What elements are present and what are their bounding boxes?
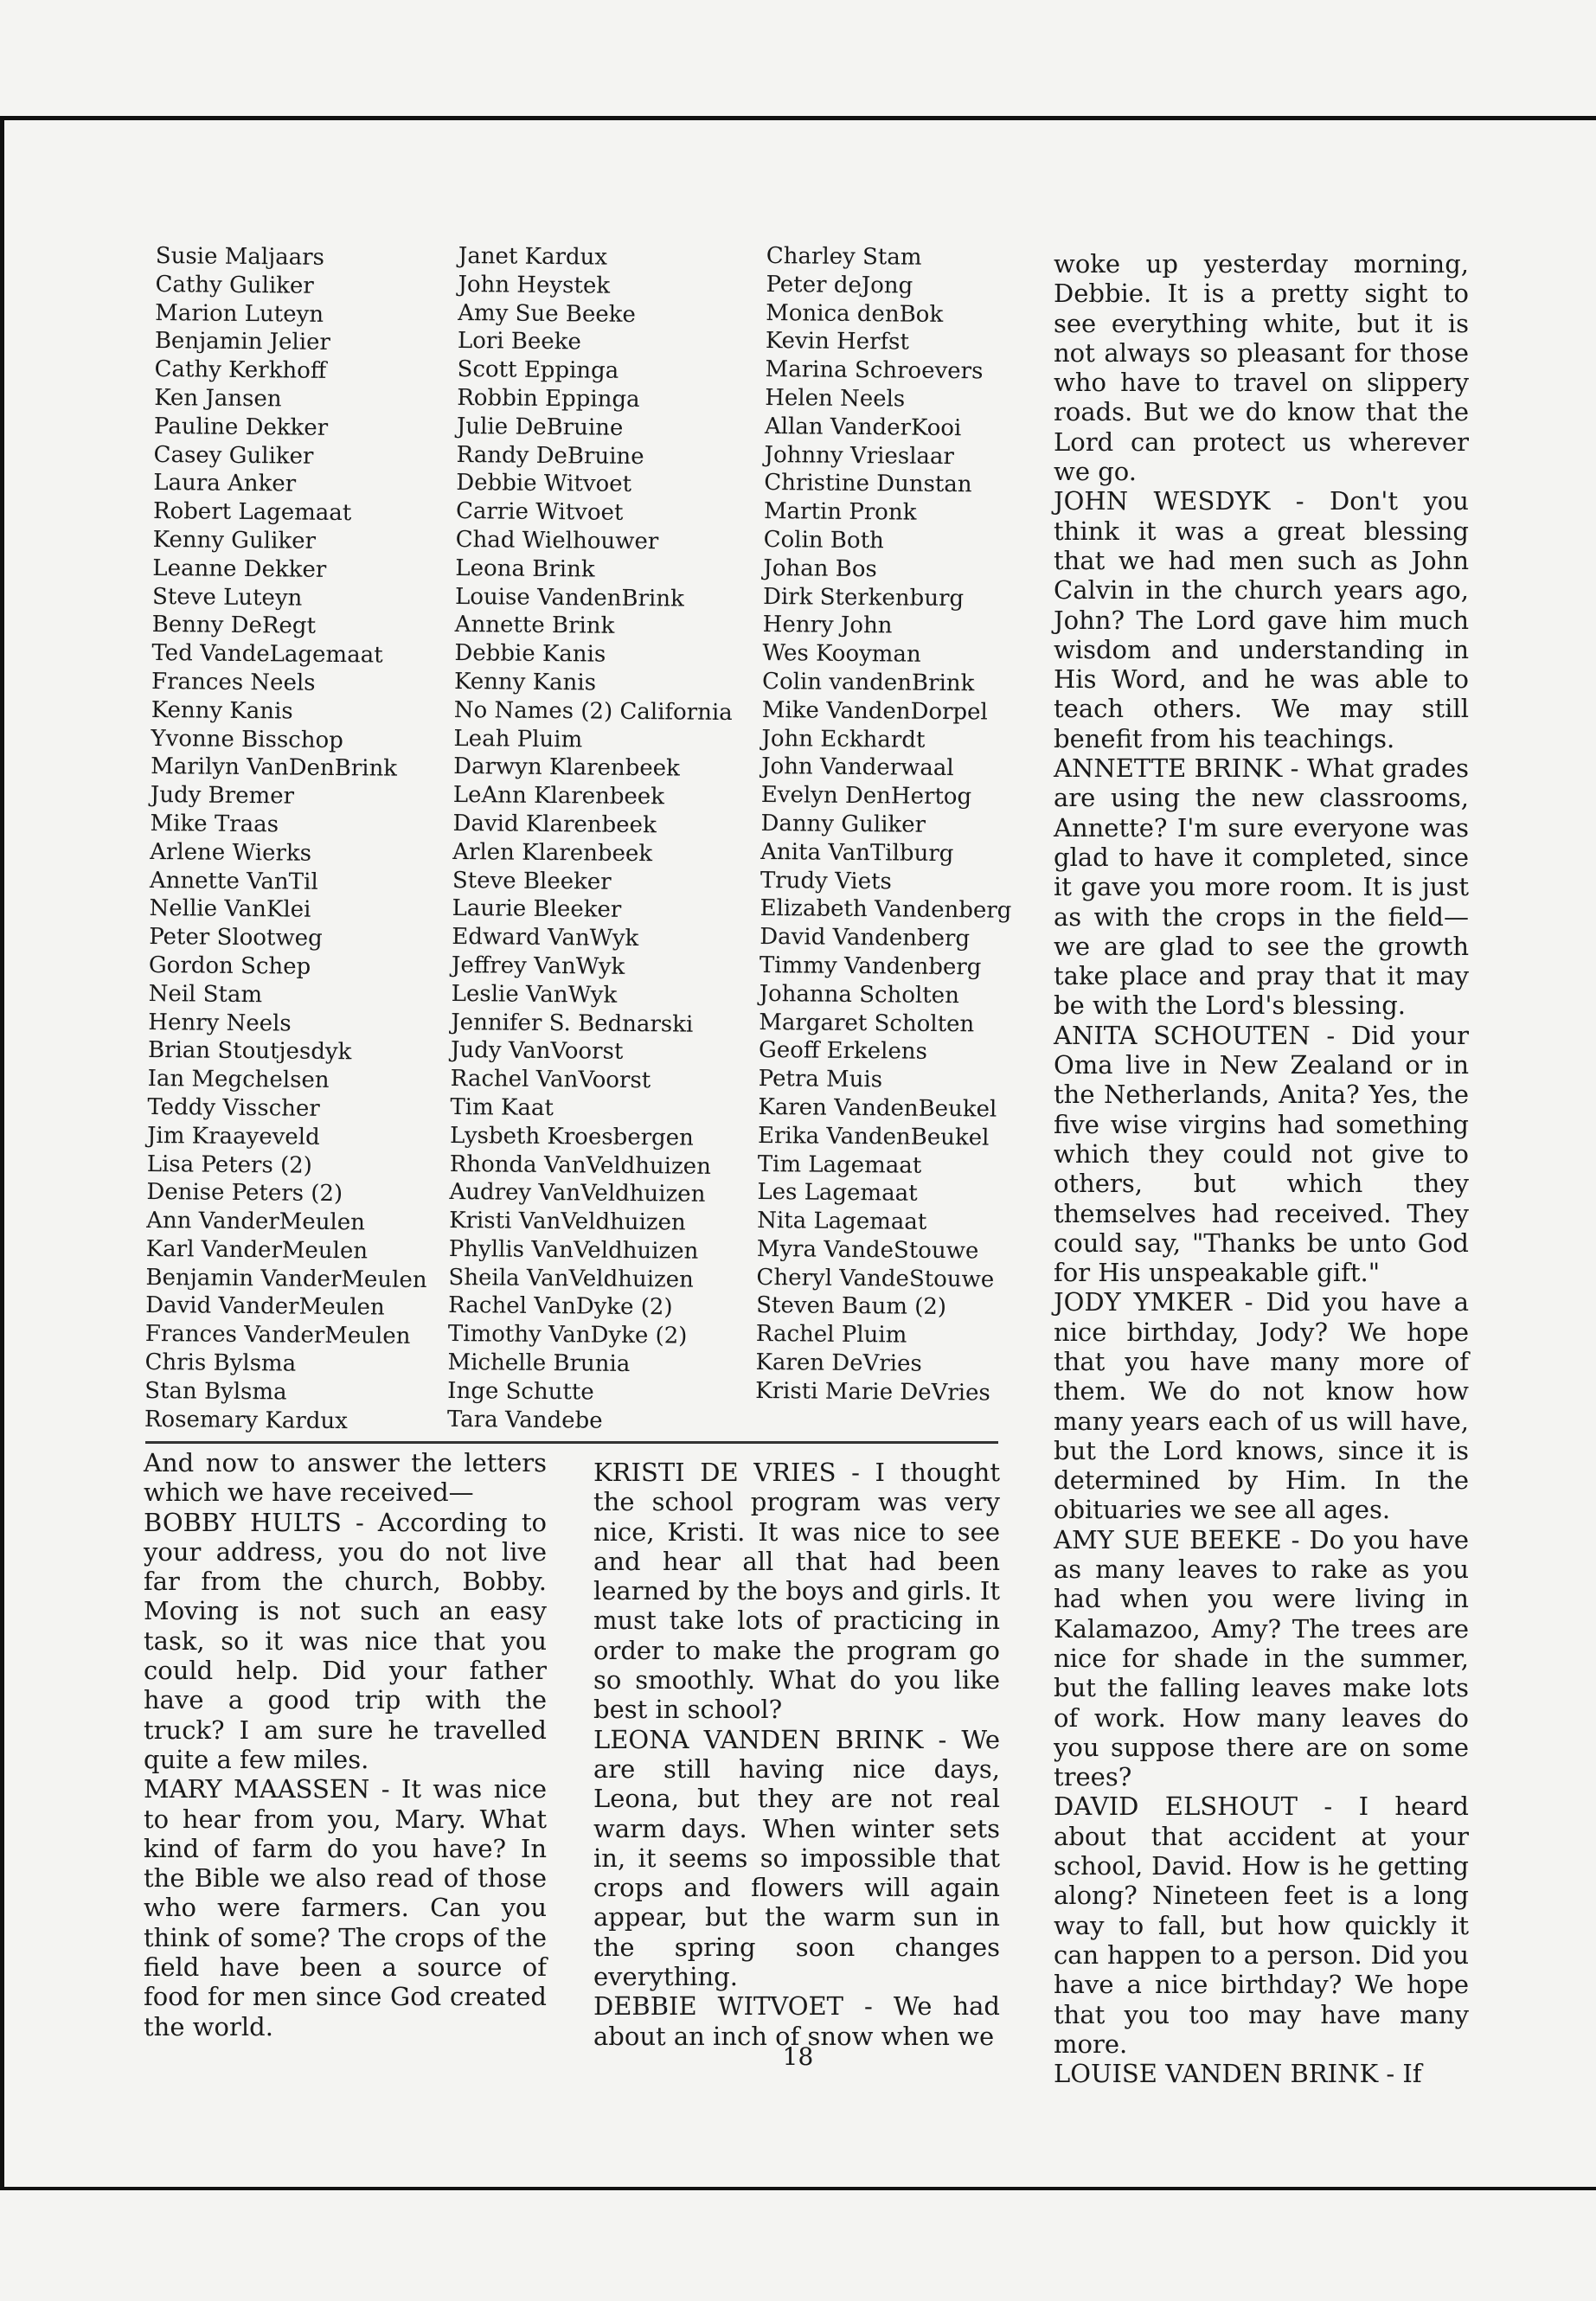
name-list-item: Henry Neels bbox=[148, 1009, 292, 1037]
name-list-item: John Eckhardt bbox=[761, 725, 926, 753]
name-list-item: Stan Bylsma bbox=[144, 1377, 287, 1406]
name-list-item: Les Lagemaat bbox=[757, 1179, 918, 1208]
letter-reply-john-wesdyk: JOHN WESDYK - Don't you think it was a great blessing that we had men such as John Calvin in the church years ago, John? The Lord gave him much wisdom and understanding in His Word, and he was able to teach others. We may still benefit from his teachings. bbox=[1054, 486, 1469, 753]
name-list-item: Peter deJong bbox=[766, 271, 913, 299]
name-list-item: Leah Pluim bbox=[453, 725, 583, 753]
letter-reply-debbie-witvoet-continued: woke up yesterday morning, Debbie. It is a pretty sight to see everything white, but it is not always so pleasant for those who have to travel on slippery roads. But we do know that the Lord can protect us wherever we go. bbox=[1054, 249, 1469, 487]
name-list-item: Cathy Kerkhoff bbox=[154, 356, 327, 385]
letter-reply-leona-vanden-brink: LEONA VANDEN BRINK - We are still having nice days, Leona, but they are not real warm days. When winter sets in, it seems so impossible that crops and flowers will again appear, but the warm sun in the spring soon changes everything. bbox=[593, 1724, 1000, 1992]
name-list-item: Judy Bremer bbox=[150, 782, 295, 810]
name-list-item: Edward VanWyk bbox=[452, 924, 639, 952]
name-list-item: Monica denBok bbox=[766, 299, 944, 328]
name-list-item: Trudy Viets bbox=[760, 867, 892, 894]
name-list-item: Amy Sue Beeke bbox=[458, 299, 636, 328]
name-list-item: Margaret Scholten bbox=[759, 1009, 975, 1037]
letters-column-1 bbox=[144, 1448, 547, 2041]
name-list-item: Brian Stoutjesdyk bbox=[147, 1037, 352, 1066]
name-list-item: Rachel VanDyke (2) bbox=[448, 1292, 673, 1321]
name-list-item: David VanderMeulen bbox=[145, 1292, 385, 1322]
name-list-item: John Heystek bbox=[458, 271, 611, 299]
name-list-item: Frances Neels bbox=[151, 668, 316, 696]
name-list-item: Petra Muis bbox=[758, 1066, 883, 1093]
name-list-item: Randy DeBruine bbox=[456, 441, 644, 470]
name-list-item: Benjamin Jelier bbox=[154, 328, 331, 356]
page-number: 18 bbox=[782, 2042, 814, 2071]
page-bottom-rule bbox=[0, 2187, 1596, 2190]
page-left-edge bbox=[0, 116, 4, 2188]
name-list-item: Laura Anker bbox=[153, 470, 297, 497]
name-list-item: Frances VanderMeulen bbox=[144, 1321, 411, 1350]
name-list-item: LeAnn Klarenbeek bbox=[452, 782, 665, 811]
name-list-item: Benny DeRegt bbox=[151, 612, 317, 640]
name-list-item: Anita VanTilburg bbox=[760, 838, 954, 867]
name-list-item: Scott Eppinga bbox=[457, 356, 619, 384]
name-list-item: Ian Megchelsen bbox=[147, 1066, 330, 1094]
name-list-item: David Vandenberg bbox=[760, 924, 971, 952]
letter-reply-annette-brink: ANNETTE BRINK - What grades are using the new classrooms, Annette? I'm sure everyone was glad to have it completed, since it gave you more room. It is just as with the crops in the field—we are glad to see the growth take place and pray that it may be with the Lord's blessing. bbox=[1054, 753, 1469, 1021]
name-list-item: Annette VanTil bbox=[149, 867, 318, 895]
name-list-item: Martin Pronk bbox=[763, 498, 917, 526]
name-list-column-1 bbox=[144, 242, 437, 1437]
name-list-item: Kristi Marie DeVries bbox=[755, 1377, 990, 1407]
name-list-item: Allan VanderKooi bbox=[764, 413, 962, 441]
name-list-item: Chris Bylsma bbox=[144, 1349, 297, 1377]
name-list-item: Erika VandenBeukel bbox=[757, 1122, 990, 1151]
name-list-item: Rachel VanVoorst bbox=[450, 1066, 651, 1094]
name-list-item: Rosemary Kardux bbox=[144, 1406, 348, 1434]
letter-reply-debbie-witvoet-start: DEBBIE WITVOET - We had about an inch of snow when we bbox=[593, 1991, 1000, 2051]
name-list-item: Helen Neels bbox=[765, 384, 906, 413]
name-list-item: Jim Kraayeveld bbox=[146, 1122, 320, 1150]
letter-reply-mary-maassen: MARY MAASSEN - It was nice to hear from you, Mary. What kind of farm do you have? In the Bible we also read of those who were farmers. Can you think of some? The crops of the field have been a source of food for men since God created the world. bbox=[144, 1774, 547, 2041]
name-list-item: Benjamin VanderMeulen bbox=[145, 1264, 427, 1293]
name-list-item: Charley Stam bbox=[766, 242, 922, 271]
letter-reply-bobby-hults: BOBBY HULTS - According to your address, you do not live far from the church, Bobby. Moving is not such an easy task, so it was nice that you could help. Did your father have a good trip with the truck? I am sure he travelled quite a few miles. bbox=[144, 1507, 547, 1774]
name-list-item: Teddy Visscher bbox=[147, 1093, 320, 1122]
name-list-item: Annette Brink bbox=[454, 612, 615, 640]
name-list-item: Ann VanderMeulen bbox=[145, 1208, 366, 1236]
name-list-column-2 bbox=[447, 242, 737, 1436]
name-list-item: Ted VandeLagemaat bbox=[151, 640, 383, 669]
letter-reply-david-elshout: DAVID ELSHOUT - I heard about that accident at your school, David. How is he getting along? Nineteen feet is a long way to fall, but how quickly it can happen to a person. Did you have a nice birthday? We hope that you too may have many more. bbox=[1054, 1791, 1469, 2059]
name-list-item: Arlen Klarenbeek bbox=[452, 838, 653, 867]
name-list-item: Timothy VanDyke (2) bbox=[447, 1321, 688, 1349]
name-list-item: Christine Dunstan bbox=[764, 470, 972, 498]
letter-reply-amy-sue-beeke: AMY SUE BEEKE - Do you have as many leaves to rake as you had when you were living in Kalamazoo, Amy? The trees are nice for shade in the summer, but the falling leaves make lots of work. How many leaves do you suppose there are on some trees? bbox=[1054, 1524, 1469, 1792]
name-list-item: Nellie VanKlei bbox=[149, 895, 311, 924]
name-list-item: Elizabeth Vandenberg bbox=[760, 895, 1012, 925]
name-list-item: Judy VanVoorst bbox=[450, 1037, 624, 1066]
name-list-item: Janet Kardux bbox=[458, 242, 608, 271]
name-list-item: Jennifer S. Bednarski bbox=[451, 1009, 694, 1038]
name-list-item: Gordon Schep bbox=[148, 952, 311, 980]
name-list-item: Timmy Vandenberg bbox=[759, 952, 982, 981]
name-list-item: Pauline Dekker bbox=[153, 413, 329, 441]
name-list-item: Dirk Sterkenburg bbox=[762, 583, 965, 612]
name-list-item: Kenny Kanis bbox=[151, 696, 293, 725]
name-list-item: Carrie Witvoet bbox=[455, 498, 624, 527]
name-list-item: Evelyn DenHertog bbox=[760, 782, 972, 811]
name-list-item: No Names (2) California bbox=[453, 696, 733, 726]
name-list-item: Mike VandenDorpel bbox=[761, 696, 988, 726]
name-list-item: Cathy Guliker bbox=[155, 271, 314, 299]
name-list-item: Lysbeth Kroesbergen bbox=[449, 1122, 695, 1151]
name-list-item: Robert Lagemaat bbox=[152, 498, 352, 527]
name-list-item: Karl VanderMeulen bbox=[145, 1235, 369, 1265]
name-list-item: Robbin Eppinga bbox=[457, 384, 640, 413]
letters-column-2 bbox=[593, 1458, 1000, 2051]
name-list-item: Darwyn Klarenbeek bbox=[453, 753, 681, 782]
letters-column-3 bbox=[1054, 249, 1469, 2088]
name-list-item: Susie Maljaars bbox=[155, 242, 325, 271]
name-list-item: Marion Luteyn bbox=[155, 299, 324, 328]
name-list-item: Steven Baum (2) bbox=[756, 1292, 947, 1321]
name-list-item: Lori Beeke bbox=[457, 328, 581, 356]
name-list-item: Tim Lagemaat bbox=[757, 1150, 922, 1179]
name-list-item: Lisa Peters (2) bbox=[146, 1150, 313, 1179]
name-list-item: Inge Schutte bbox=[447, 1377, 594, 1406]
letter-reply-kristi-de-vries: KRISTI DE VRIES - I thought the school program was very nice, Kristi. It was nice to see and hear all that had been learned by the boys and girls. It must take lots of practicing in order to make the program go so smoothly. What do you like best in school? bbox=[593, 1458, 1000, 1725]
name-list-item: Johan Bos bbox=[763, 554, 877, 583]
name-list-item: Cheryl VandeStouwe bbox=[756, 1264, 995, 1293]
name-list-item: Kenny Kanis bbox=[453, 668, 597, 696]
name-list-item: Marilyn VanDenBrink bbox=[151, 753, 398, 783]
name-list-item: Rachel Pluim bbox=[755, 1321, 907, 1349]
name-list-item: David Klarenbeek bbox=[452, 810, 657, 839]
name-list-item: Arlene Wierks bbox=[150, 838, 312, 867]
name-list-item: Steve Luteyn bbox=[151, 583, 303, 612]
letters-intro: And now to answer the letters which we have received— bbox=[144, 1448, 547, 1508]
name-list-item: Denise Peters (2) bbox=[146, 1179, 343, 1208]
letter-reply-jody-ymker: JODY YMKER - Did you have a nice birthday, Jody? We hope that you have many more of them. We do not know how many years each of us will have, but the Lord knows, since it is determined by Him. In the obituaries we see all ages. bbox=[1054, 1287, 1469, 1525]
name-list-item: Geoff Erkelens bbox=[758, 1037, 928, 1066]
name-list-item: Casey Guliker bbox=[153, 441, 314, 470]
name-list-item: Johnny Vrieslaar bbox=[764, 441, 955, 470]
name-list-item: John Vanderwaal bbox=[761, 753, 954, 782]
name-list-item: Mike Traas bbox=[150, 810, 279, 838]
letter-reply-anita-schouten: ANITA SCHOUTEN - Did your Oma live in New Zealand or in the Netherlands, Anita? Yes, the five wise virgins had something which they could not give to others, but which they themselves had received. They could say, "Thanks be unto God for His unspeakable gift." bbox=[1054, 1020, 1469, 1288]
name-list-item: Laurie Bleeker bbox=[452, 895, 622, 924]
name-list-item: Debbie Witvoet bbox=[456, 470, 632, 498]
name-list-item: Neil Stam bbox=[148, 980, 263, 1008]
name-list-item: Leslie VanWyk bbox=[451, 980, 618, 1009]
name-list-item: Sheila VanVeldhuizen bbox=[448, 1264, 695, 1293]
name-list-item: Debbie Kanis bbox=[454, 640, 606, 668]
name-list-item: Steve Bleeker bbox=[452, 867, 612, 895]
name-list-item: Audrey VanVeldhuizen bbox=[449, 1179, 706, 1208]
name-list-item: Phyllis VanVeldhuizen bbox=[448, 1235, 699, 1265]
section-divider bbox=[145, 1441, 998, 1444]
name-list-item: Myra VandeStouwe bbox=[756, 1235, 979, 1265]
name-list-item: Karen DeVries bbox=[755, 1349, 922, 1377]
name-list-item: Julie DeBruine bbox=[456, 413, 624, 441]
name-list-item: Karen VandenBeukel bbox=[758, 1093, 997, 1123]
name-list-column-3 bbox=[755, 242, 1018, 1407]
letter-reply-louise-vanden-brink-start: LOUISE VANDEN BRINK - If bbox=[1054, 2059, 1422, 2089]
name-list-item: Rhonda VanVeldhuizen bbox=[449, 1150, 712, 1180]
name-list-item: Johanna Scholten bbox=[759, 980, 960, 1009]
name-list-item: Leanne Dekker bbox=[152, 554, 327, 583]
name-list-item: Kevin Herfst bbox=[765, 328, 910, 356]
name-list-item: Louise VandenBrink bbox=[454, 583, 684, 612]
name-list-item: Tara Vandebe bbox=[446, 1406, 603, 1434]
name-list-item: Kristi VanVeldhuizen bbox=[448, 1208, 686, 1236]
name-list-item: Kenny Guliker bbox=[152, 526, 317, 554]
name-list-item: Michelle Brunia bbox=[447, 1349, 631, 1378]
name-list-item: Leona Brink bbox=[455, 554, 595, 583]
page-top-rule bbox=[0, 116, 1596, 120]
name-list-item: Colin vandenBrink bbox=[761, 668, 975, 697]
name-list-item: Marina Schroevers bbox=[765, 356, 984, 385]
name-list-item: Jeffrey VanWyk bbox=[451, 952, 625, 980]
name-list-item: Wes Kooyman bbox=[762, 640, 921, 668]
name-list-item: Peter Slootweg bbox=[149, 924, 323, 952]
name-list-item: Yvonne Bisschop bbox=[151, 725, 343, 753]
name-list-item: Henry John bbox=[762, 612, 893, 639]
name-list-item: Danny Guliker bbox=[760, 810, 926, 838]
name-list-item: Ken Jansen bbox=[154, 384, 282, 413]
name-list-item: Chad Wielhouwer bbox=[455, 526, 659, 555]
name-list-item: Colin Both bbox=[763, 526, 884, 554]
name-list-item: Tim Kaat bbox=[450, 1093, 554, 1122]
name-list-item: Nita Lagemaat bbox=[756, 1208, 927, 1235]
